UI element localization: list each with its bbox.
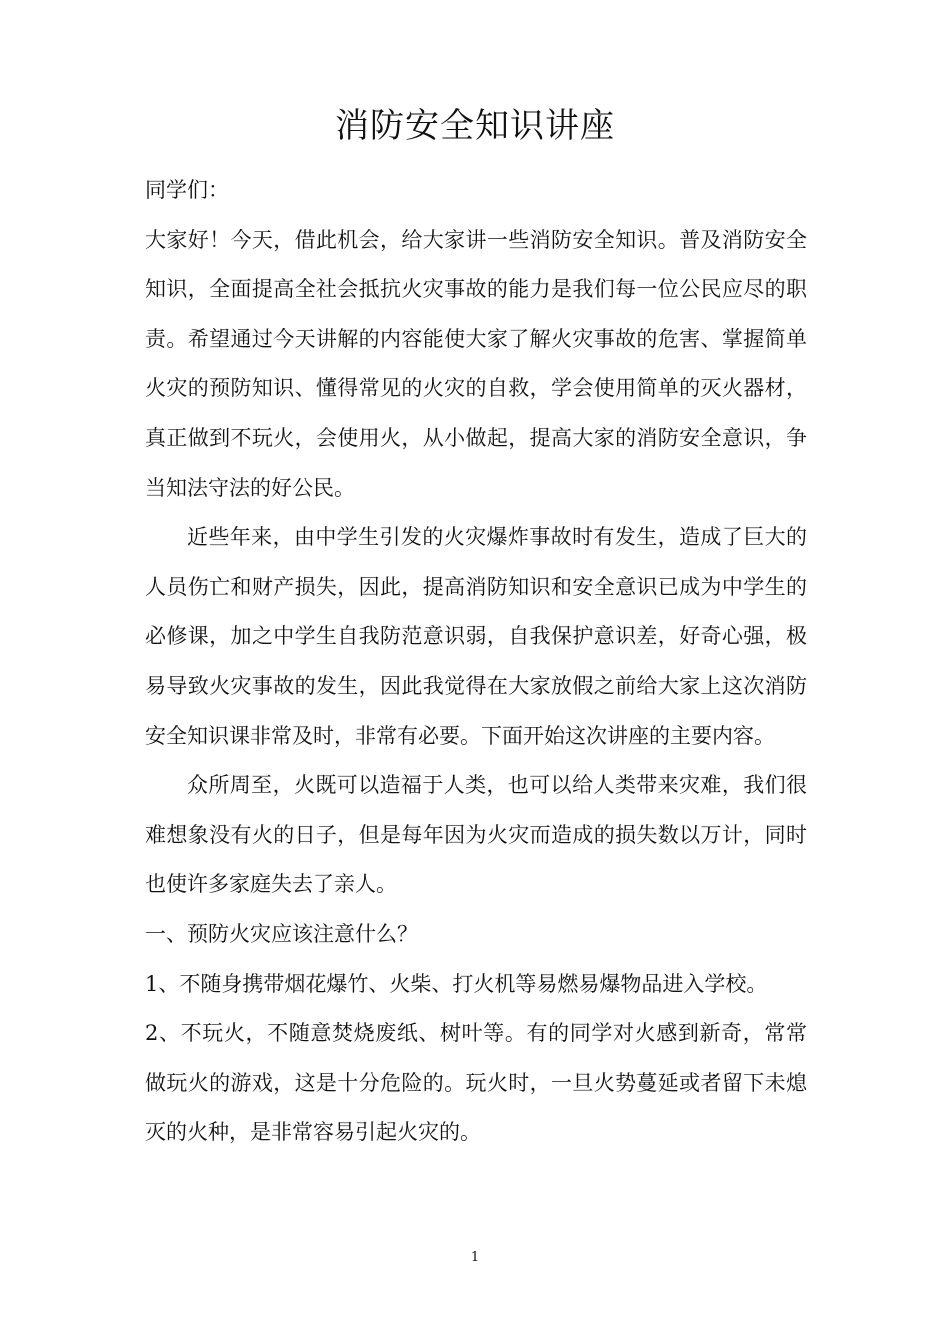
document-body	[145, 166, 807, 1158]
page-number: 1	[470, 1250, 480, 1265]
paragraph-fire-overview: 众所周至，火既可以造福于人类，也可以给人类带来灾难，我们很难想象没有火的日子，但是每年因为火灾而造成的损失数以万计，同时也使许多家庭失去了亲人。	[145, 773, 807, 897]
list-item-1: 1、不随身携带烟花爆竹、火柴、打火机等易燃易爆物品进入学校。	[145, 971, 768, 996]
list-item-2: 2、不玩火，不随意焚烧废纸、树叶等。有的同学对火感到新奇，常常做玩火的游戏，这是十分危险的。玩火时，一旦火势蔓延或者留下未熄灭的火种，是非常容易引起火灾的。	[145, 1021, 807, 1145]
document-title: 消防安全知识讲座	[335, 106, 615, 146]
paragraph-background: 近些年来，由中学生引发的火灾爆炸事故时有发生，造成了巨大的人员伤亡和财产损失，因此，提高消防知识和安全意识已成为中学生的必修课，加之中学生自我防范意识弱，自我保护意识差，好奇心强，极易导致火灾事故的发生，因此我觉得在大家放假之前给大家上这次消防安全知识课非常及时，非常有必要。下面开始这次讲座的主要内容。	[145, 525, 807, 748]
section-heading-prevention: 一、预防火灾应该注意什么？	[145, 921, 418, 946]
paragraph-intro: 大家好！今天，借此机会，给大家讲一些消防安全知识。普及消防安全知识，全面提高全社会抵抗火灾事故的能力是我们每一位公民应尽的职责。希望通过今天讲解的内容能使大家了解火灾事故的危害、掌握简单火灾的预防知识、懂得常见的火灾的自救，学会使用简单的灭火器材，真正做到不玩火，会使用火，从小做起，提高大家的消防安全意识，争当知法守法的好公民。	[145, 227, 807, 500]
paragraph-greeting: 同学们：	[145, 178, 229, 202]
